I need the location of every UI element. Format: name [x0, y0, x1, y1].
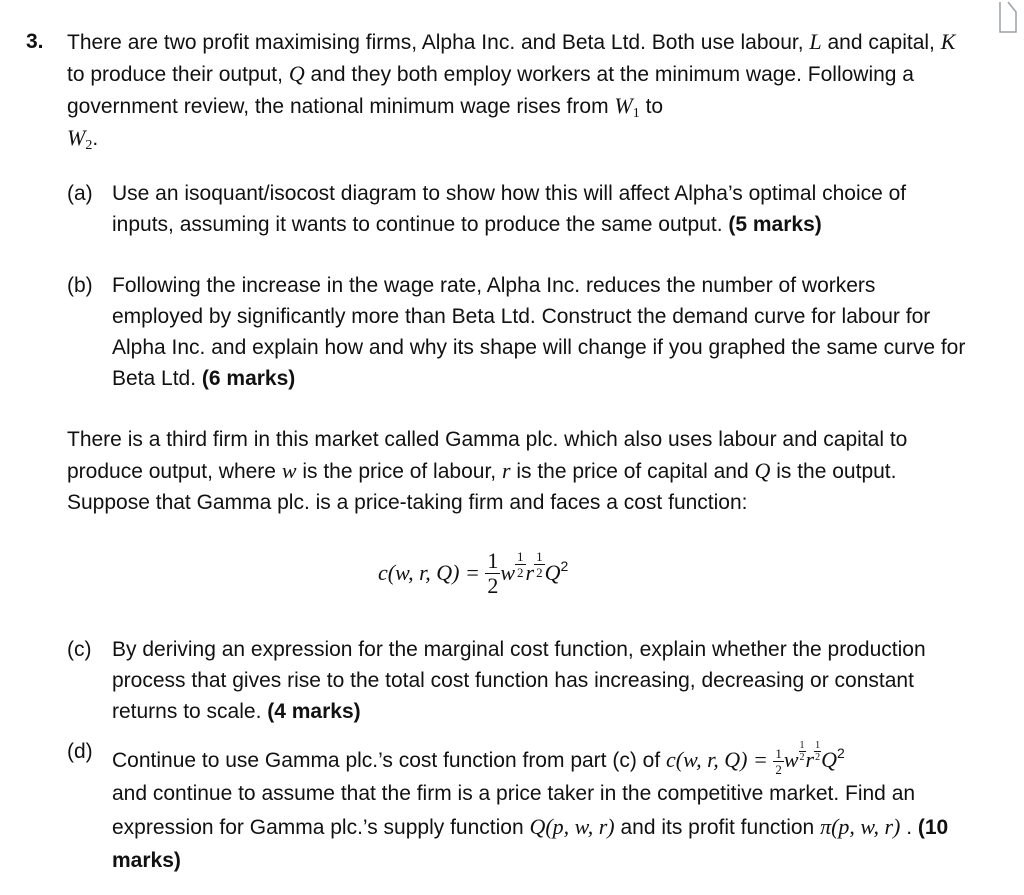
var-Q: Q: [288, 61, 305, 86]
part-c-text: By deriving an expression for the marginal cost function, explain whether the production process that gives rise to the total cost function has increasing, decreasing or constant returns to scale.: [112, 638, 926, 723]
var-K: K: [940, 29, 956, 54]
equation-coefficient: $\frac{1}{2}$: [487, 548, 499, 599]
var-Q-gamma: Q: [754, 458, 771, 483]
part-a: [67, 178, 972, 240]
part-d-marks: (10 marks): [112, 816, 949, 872]
part-b-label: (b): [67, 274, 93, 297]
var-r: r: [501, 458, 511, 483]
part-b: [67, 270, 972, 394]
cost-function-equation: c(w, r, Q) = $\frac{1}{2}$ w $\frac{1}{2}$ r $\frac{1}{2}$ $Q^2$: [378, 548, 569, 599]
var-w: w: [281, 458, 297, 483]
part-a-text: Use an isoquant/isocost diagram to show how this will affect Alpha’s optimal choice of inputs, assuming it wants to continue to produce the same output.: [112, 182, 907, 236]
part-c-marks: (4 marks): [267, 700, 361, 723]
part-c: [67, 634, 972, 727]
part-d-label: (d): [67, 740, 93, 763]
profit-function: π(p, w, r): [820, 814, 901, 839]
var-W2: $W_2$: [67, 125, 93, 153]
question-intro: There are two profit maximising firms, Alpha Inc. and Beta Ltd. Both use labour, L and capital, K to produce their output, Q and they both employ workers at the minimum wage. Following a government review, the national minimum wage rises from $W_1$ to $W_2$.: [67, 29, 956, 153]
page-corner-icon: [997, 0, 1019, 34]
part-a-marks: (5 marks): [728, 213, 822, 236]
part-b-marks: (6 marks): [201, 367, 296, 390]
part-d: (d) Continue to use Gamma plc.’s cost function from part (c) of c(w, r, Q) = $\frac{1}{2}$ w $\frac{1}{2}$ r $\frac{1}{2}$ $Q^2$ and continue to assume that the firm is a price taker in the competitive market. Find an expression for Gamma plc.’s supply function Q(p, w, r) and its profit function π(p, w, r) . (10 marks): [67, 735, 972, 877]
question-number: 3.: [26, 30, 44, 53]
var-W1: $W_1$: [614, 93, 640, 121]
part-c-label: (c): [67, 638, 92, 661]
part-a-label: (a): [67, 182, 93, 205]
supply-function: Q(p, w, r): [529, 814, 615, 839]
gamma-intro: There is a third firm in this market called Gamma plc. which also uses labour and capital to produce output, where w is the price of labour, r is the price of capital and Q is the output. Suppose that Gamma plc. is a price-taking firm and faces a cost function:: [67, 428, 908, 514]
var-L: L: [809, 29, 822, 54]
part-b-text: Following the increase in the wage rate, Alpha Inc. reduces the number of workers employed by significantly more than Beta Ltd. Construct the demand curve for labour for Alpha Inc. and explain how and why its shape will change if you graphed the same curve for Beta Ltd.: [112, 274, 966, 390]
inline-cost-function: c(w, r, Q) = $\frac{1}{2}$ w $\frac{1}{2}$ r $\frac{1}{2}$ $Q^2$: [666, 740, 845, 777]
equation-lhs: c(w, r, Q) =: [378, 560, 486, 585]
